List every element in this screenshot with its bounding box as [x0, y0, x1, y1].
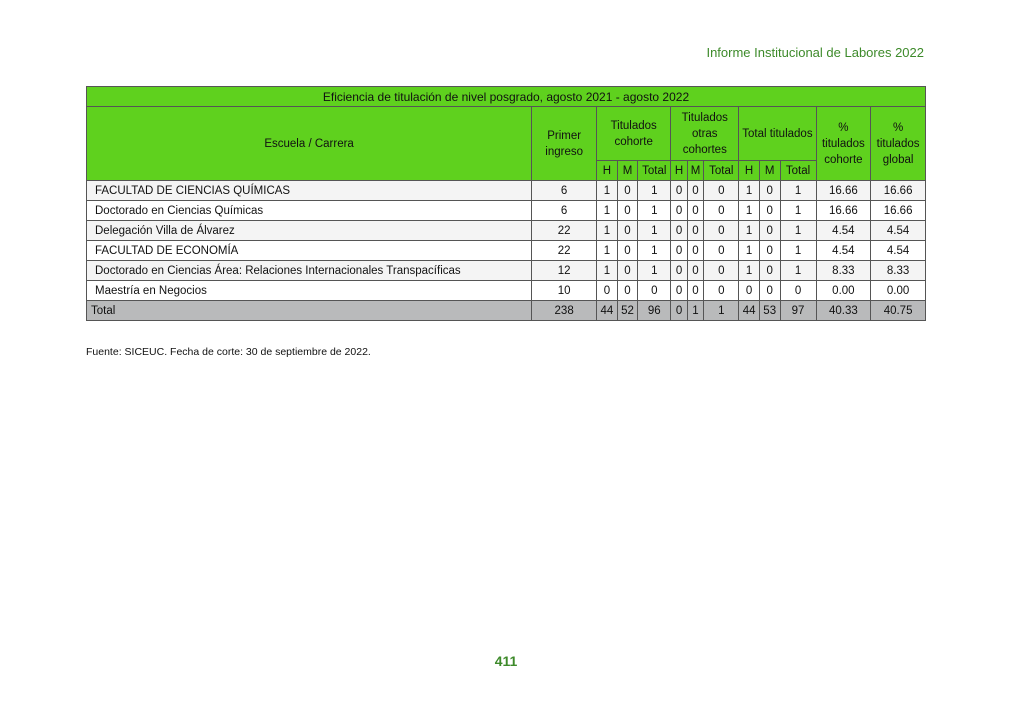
cell-otras-m: 1 [687, 301, 703, 321]
cell-cohorte-h: 1 [597, 221, 618, 241]
cell-otras-m: 0 [687, 261, 703, 281]
total-row [87, 301, 926, 321]
table-row [87, 201, 926, 221]
cell-total-h: 1 [739, 201, 760, 221]
table-row [87, 221, 926, 241]
cell-total-h: 44 [739, 301, 760, 321]
cell-otras-h: 0 [671, 181, 687, 201]
cell-total-m: 0 [759, 201, 780, 221]
cell-primer-ingreso: 6 [532, 201, 597, 221]
cell-pct-cohorte: 8.33 [816, 261, 871, 281]
cell-cohorte-total: 1 [638, 241, 671, 261]
cell-primer-ingreso: 22 [532, 221, 597, 241]
cell-otras-h: 0 [671, 301, 687, 321]
cell-cohorte-m: 0 [617, 201, 638, 221]
col-header-total-titulados: Total titulados [739, 107, 816, 161]
cell-total-total: 0 [780, 281, 816, 301]
cell-otras-total: 0 [704, 281, 739, 301]
cell-primer-ingreso: 6 [532, 181, 597, 201]
col-header-escuela: Escuela / Carrera [87, 107, 532, 181]
cell-pct-global: 8.33 [871, 261, 926, 281]
cell-otras-total: 1 [704, 301, 739, 321]
cell-total-m: 0 [759, 181, 780, 201]
cell-total-h: 1 [739, 241, 760, 261]
table-body [87, 181, 926, 301]
cell-primer-ingreso: 22 [532, 241, 597, 261]
cell-name: Doctorado en Ciencias Químicas [87, 201, 532, 221]
cell-cohorte-total: 1 [638, 221, 671, 241]
cell-total-m: 0 [759, 261, 780, 281]
col-header-pct-cohorte: % titulados cohorte [816, 107, 871, 181]
cell-total-total: 1 [780, 261, 816, 281]
cell-pct-cohorte: 16.66 [816, 181, 871, 201]
cell-otras-m: 0 [687, 181, 703, 201]
cell-otras-m: 0 [687, 241, 703, 261]
sub-header-otras-h: H [671, 161, 687, 181]
cell-cohorte-m: 0 [617, 221, 638, 241]
col-header-primer-ingreso: Primer ingreso [532, 107, 597, 181]
cell-total-m: 0 [759, 241, 780, 261]
cell-otras-h: 0 [671, 221, 687, 241]
cell-total-total: 1 [780, 241, 816, 261]
cell-otras-h: 0 [671, 261, 687, 281]
cell-otras-h: 0 [671, 241, 687, 261]
cell-cohorte-h: 1 [597, 241, 618, 261]
cell-cohorte-h: 1 [597, 181, 618, 201]
cell-cohorte-total: 0 [638, 281, 671, 301]
cell-total-h: 1 [739, 181, 760, 201]
cell-cohorte-h: 1 [597, 201, 618, 221]
table-row [87, 241, 926, 261]
cell-total-m: 0 [759, 281, 780, 301]
cell-total-total: 1 [780, 181, 816, 201]
cell-pct-global: 40.75 [871, 301, 926, 321]
cell-name: FACULTAD DE ECONOMÍA [87, 241, 532, 261]
cell-total-m: 53 [759, 301, 780, 321]
cell-name: Delegación Villa de Álvarez [87, 221, 532, 241]
sub-header-cohorte-m: M [617, 161, 638, 181]
sub-header-total-total: Total [780, 161, 816, 181]
sub-header-otras-m: M [687, 161, 703, 181]
cell-primer-ingreso: 238 [532, 301, 597, 321]
cell-pct-global: 0.00 [871, 281, 926, 301]
cell-primer-ingreso: 10 [532, 281, 597, 301]
cell-pct-global: 4.54 [871, 221, 926, 241]
page-number: 411 [494, 653, 518, 669]
sub-header-cohorte-total: Total [638, 161, 671, 181]
cell-otras-h: 0 [671, 281, 687, 301]
col-header-titulados-otras: Titulados otras cohortes [671, 107, 739, 161]
cell-total-h: 0 [739, 281, 760, 301]
cell-otras-total: 0 [704, 201, 739, 221]
cell-total-total: 97 [780, 301, 816, 321]
cell-cohorte-h: 0 [597, 281, 618, 301]
table-container [86, 86, 926, 321]
cell-cohorte-m: 0 [617, 241, 638, 261]
cell-cohorte-m: 0 [617, 261, 638, 281]
cell-pct-cohorte: 4.54 [816, 221, 871, 241]
cell-total-total: 1 [780, 201, 816, 221]
cell-pct-cohorte: 4.54 [816, 241, 871, 261]
cell-cohorte-total: 1 [638, 261, 671, 281]
table-row [87, 281, 926, 301]
page-header-title: Informe Institucional de Labores 2022 [706, 45, 924, 60]
cell-cohorte-total: 1 [638, 181, 671, 201]
cell-pct-cohorte: 0.00 [816, 281, 871, 301]
cell-total-total: 1 [780, 221, 816, 241]
cell-pct-global: 16.66 [871, 201, 926, 221]
cell-cohorte-m: 52 [617, 301, 638, 321]
cell-name: Total [87, 301, 532, 321]
cell-otras-total: 0 [704, 241, 739, 261]
cell-cohorte-h: 1 [597, 261, 618, 281]
cell-cohorte-h: 44 [597, 301, 618, 321]
table-title: Eficiencia de titulación de nivel posgrado, agosto 2021 - agosto 2022 [87, 87, 926, 107]
col-header-pct-global: % titulados global [871, 107, 926, 181]
cell-otras-h: 0 [671, 201, 687, 221]
table-row [87, 261, 926, 281]
cell-cohorte-total: 96 [638, 301, 671, 321]
cell-name: Doctorado en Ciencias Área: Relaciones Internacionales Transpacíficas [87, 261, 532, 281]
cell-total-h: 1 [739, 261, 760, 281]
cell-cohorte-m: 0 [617, 181, 638, 201]
sub-header-total-m: M [759, 161, 780, 181]
cell-total-m: 0 [759, 221, 780, 241]
cell-cohorte-m: 0 [617, 281, 638, 301]
graduation-efficiency-table [86, 86, 926, 321]
cell-pct-cohorte: 40.33 [816, 301, 871, 321]
table-row [87, 181, 926, 201]
cell-name: Maestría en Negocios [87, 281, 532, 301]
cell-otras-m: 0 [687, 201, 703, 221]
cell-primer-ingreso: 12 [532, 261, 597, 281]
col-header-titulados-cohorte: Titulados cohorte [597, 107, 671, 161]
cell-otras-total: 0 [704, 261, 739, 281]
cell-pct-global: 16.66 [871, 181, 926, 201]
cell-otras-total: 0 [704, 181, 739, 201]
sub-header-total-h: H [739, 161, 760, 181]
sub-header-otras-total: Total [704, 161, 739, 181]
cell-otras-m: 0 [687, 281, 703, 301]
cell-otras-total: 0 [704, 221, 739, 241]
cell-pct-cohorte: 16.66 [816, 201, 871, 221]
cell-name: FACULTAD DE CIENCIAS QUÍMICAS [87, 181, 532, 201]
cell-otras-m: 0 [687, 221, 703, 241]
source-note: Fuente: SICEUC. Fecha de corte: 30 de septiembre de 2022. [86, 346, 371, 358]
cell-cohorte-total: 1 [638, 201, 671, 221]
sub-header-cohorte-h: H [597, 161, 618, 181]
cell-pct-global: 4.54 [871, 241, 926, 261]
cell-total-h: 1 [739, 221, 760, 241]
